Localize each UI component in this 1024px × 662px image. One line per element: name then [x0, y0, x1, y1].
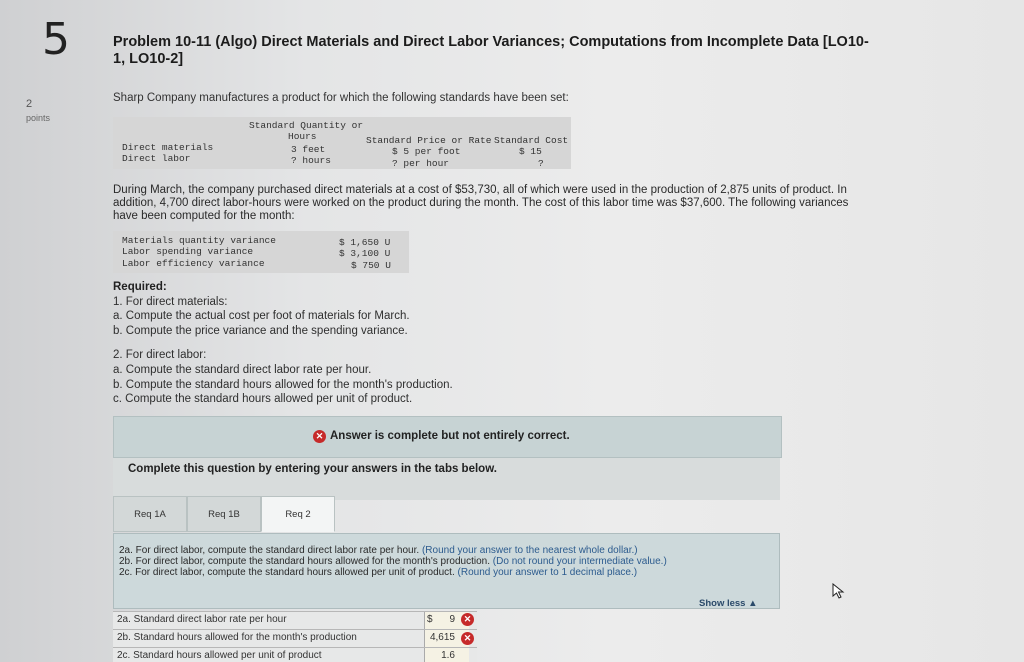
row-labor-price: ? per hour [392, 158, 450, 169]
required-heading: Required: [113, 281, 167, 293]
points-label: points [26, 113, 51, 123]
standards-table [113, 117, 571, 169]
row-materials-price: $ 5 per foot [392, 146, 461, 157]
x-circle-icon: ✕ [461, 632, 474, 645]
variances-table [113, 231, 409, 273]
answer-label: 2b. Standard hours allowed for the month's production [117, 632, 357, 643]
instruction-main: 2a. For direct labor, compute the standard direct labor rate per hour. [119, 545, 420, 556]
question-number: 5 [42, 14, 70, 65]
variance-value: $ 750 U [351, 260, 391, 271]
points-value: 2 [26, 98, 33, 110]
instruction-line-2c [119, 567, 637, 578]
answer-status-text: Answer is complete but not entirely correct. [330, 430, 570, 442]
complete-prompt-text: Complete this question by entering your answers in the tabs below. [128, 463, 497, 475]
answer-value: 1.6 [441, 650, 455, 661]
answer-row-2a [113, 611, 477, 629]
price-header: Standard Price or Rate [366, 135, 492, 146]
tab-req-1a[interactable]: Req 1A [113, 496, 187, 532]
currency-sign: $ [427, 614, 433, 625]
required-line: a. Compute the actual cost per foot of materials for March. [113, 310, 410, 322]
answer-value: 4,615 [429, 632, 455, 643]
answer-label: 2a. Standard direct labor rate per hour [117, 614, 287, 625]
variance-label: Labor spending variance [122, 246, 254, 257]
row-materials-label: Direct materials [122, 142, 214, 153]
instruction-note: (Round your answer to the nearest whole dollar.) [421, 545, 638, 556]
quantity-header-1: Standard Quantity or [249, 120, 364, 131]
answer-value: 9 [449, 614, 455, 625]
required-line: c. Compute the standard hours allowed per unit of product. [113, 393, 413, 405]
march-paragraph: During March, the company purchased direct materials at a cost of $53,730, all of which were used in the production of 2,875 units of product. In addition, 4,700 direct labor-hours were worked on the product during the month. The cost of this labor time was $37,600. The following variances have been computed for the month: [113, 184, 849, 222]
instruction-note: (Do not round your intermediate value.) [492, 556, 667, 567]
show-less-toggle[interactable]: Show less ▲ [699, 598, 758, 609]
problem-title: Problem 10-11 (Algo) Direct Materials and Direct Labor Variances; Computations from Incomplete Data [LO10-1, LO10-2] [113, 34, 869, 67]
instruction-line-2a [119, 545, 638, 556]
required-line: 2. For direct labor: [113, 349, 207, 361]
instruction-main: 2c. For direct labor, compute the standard hours allowed per unit of product. [119, 567, 455, 578]
cost-header: Standard Cost [494, 135, 569, 146]
variance-label: Labor efficiency variance [122, 258, 265, 269]
quantity-header-2: Hours [288, 131, 317, 142]
required-line: 1. For direct materials: [113, 296, 228, 308]
answer-row-2c [113, 647, 477, 662]
mouse-cursor-icon [832, 583, 846, 599]
tab-req-2[interactable]: Req 2 [261, 496, 335, 532]
answer-label: 2c. Standard hours allowed per unit of product [117, 650, 322, 661]
answer-row-2b [113, 629, 477, 647]
answer-input-2c[interactable] [424, 648, 469, 662]
row-labor-label: Direct labor [122, 153, 191, 164]
tab-req-1b[interactable]: Req 1B [187, 496, 261, 532]
x-circle-icon: ✕ [313, 430, 326, 443]
answer-table [113, 611, 477, 662]
row-labor-quantity: ? hours [291, 155, 331, 166]
instruction-line-2b [119, 556, 667, 567]
row-materials-quantity: 3 feet [291, 144, 326, 155]
required-line: b. Compute the standard hours allowed for the month's production. [113, 379, 453, 391]
instruction-note: (Round your answer to 1 decimal place.) [457, 567, 638, 578]
row-labor-cost: ? [538, 158, 544, 169]
variance-value: $ 1,650 U [339, 237, 391, 248]
problem-intro: Sharp Company manufactures a product for which the following standards have been set: [113, 92, 569, 104]
instruction-main: 2b. For direct labor, compute the standard hours allowed for the month's production. [119, 556, 491, 567]
row-materials-cost: $ 15 [519, 146, 542, 157]
tab-strip [113, 496, 780, 534]
x-circle-icon: ✕ [461, 613, 474, 626]
required-line: a. Compute the standard direct labor rate per hour. [113, 364, 372, 376]
variance-label: Materials quantity variance [122, 235, 276, 246]
required-line: b. Compute the price variance and the spending variance. [113, 325, 408, 337]
variance-value: $ 3,100 U [339, 248, 391, 259]
